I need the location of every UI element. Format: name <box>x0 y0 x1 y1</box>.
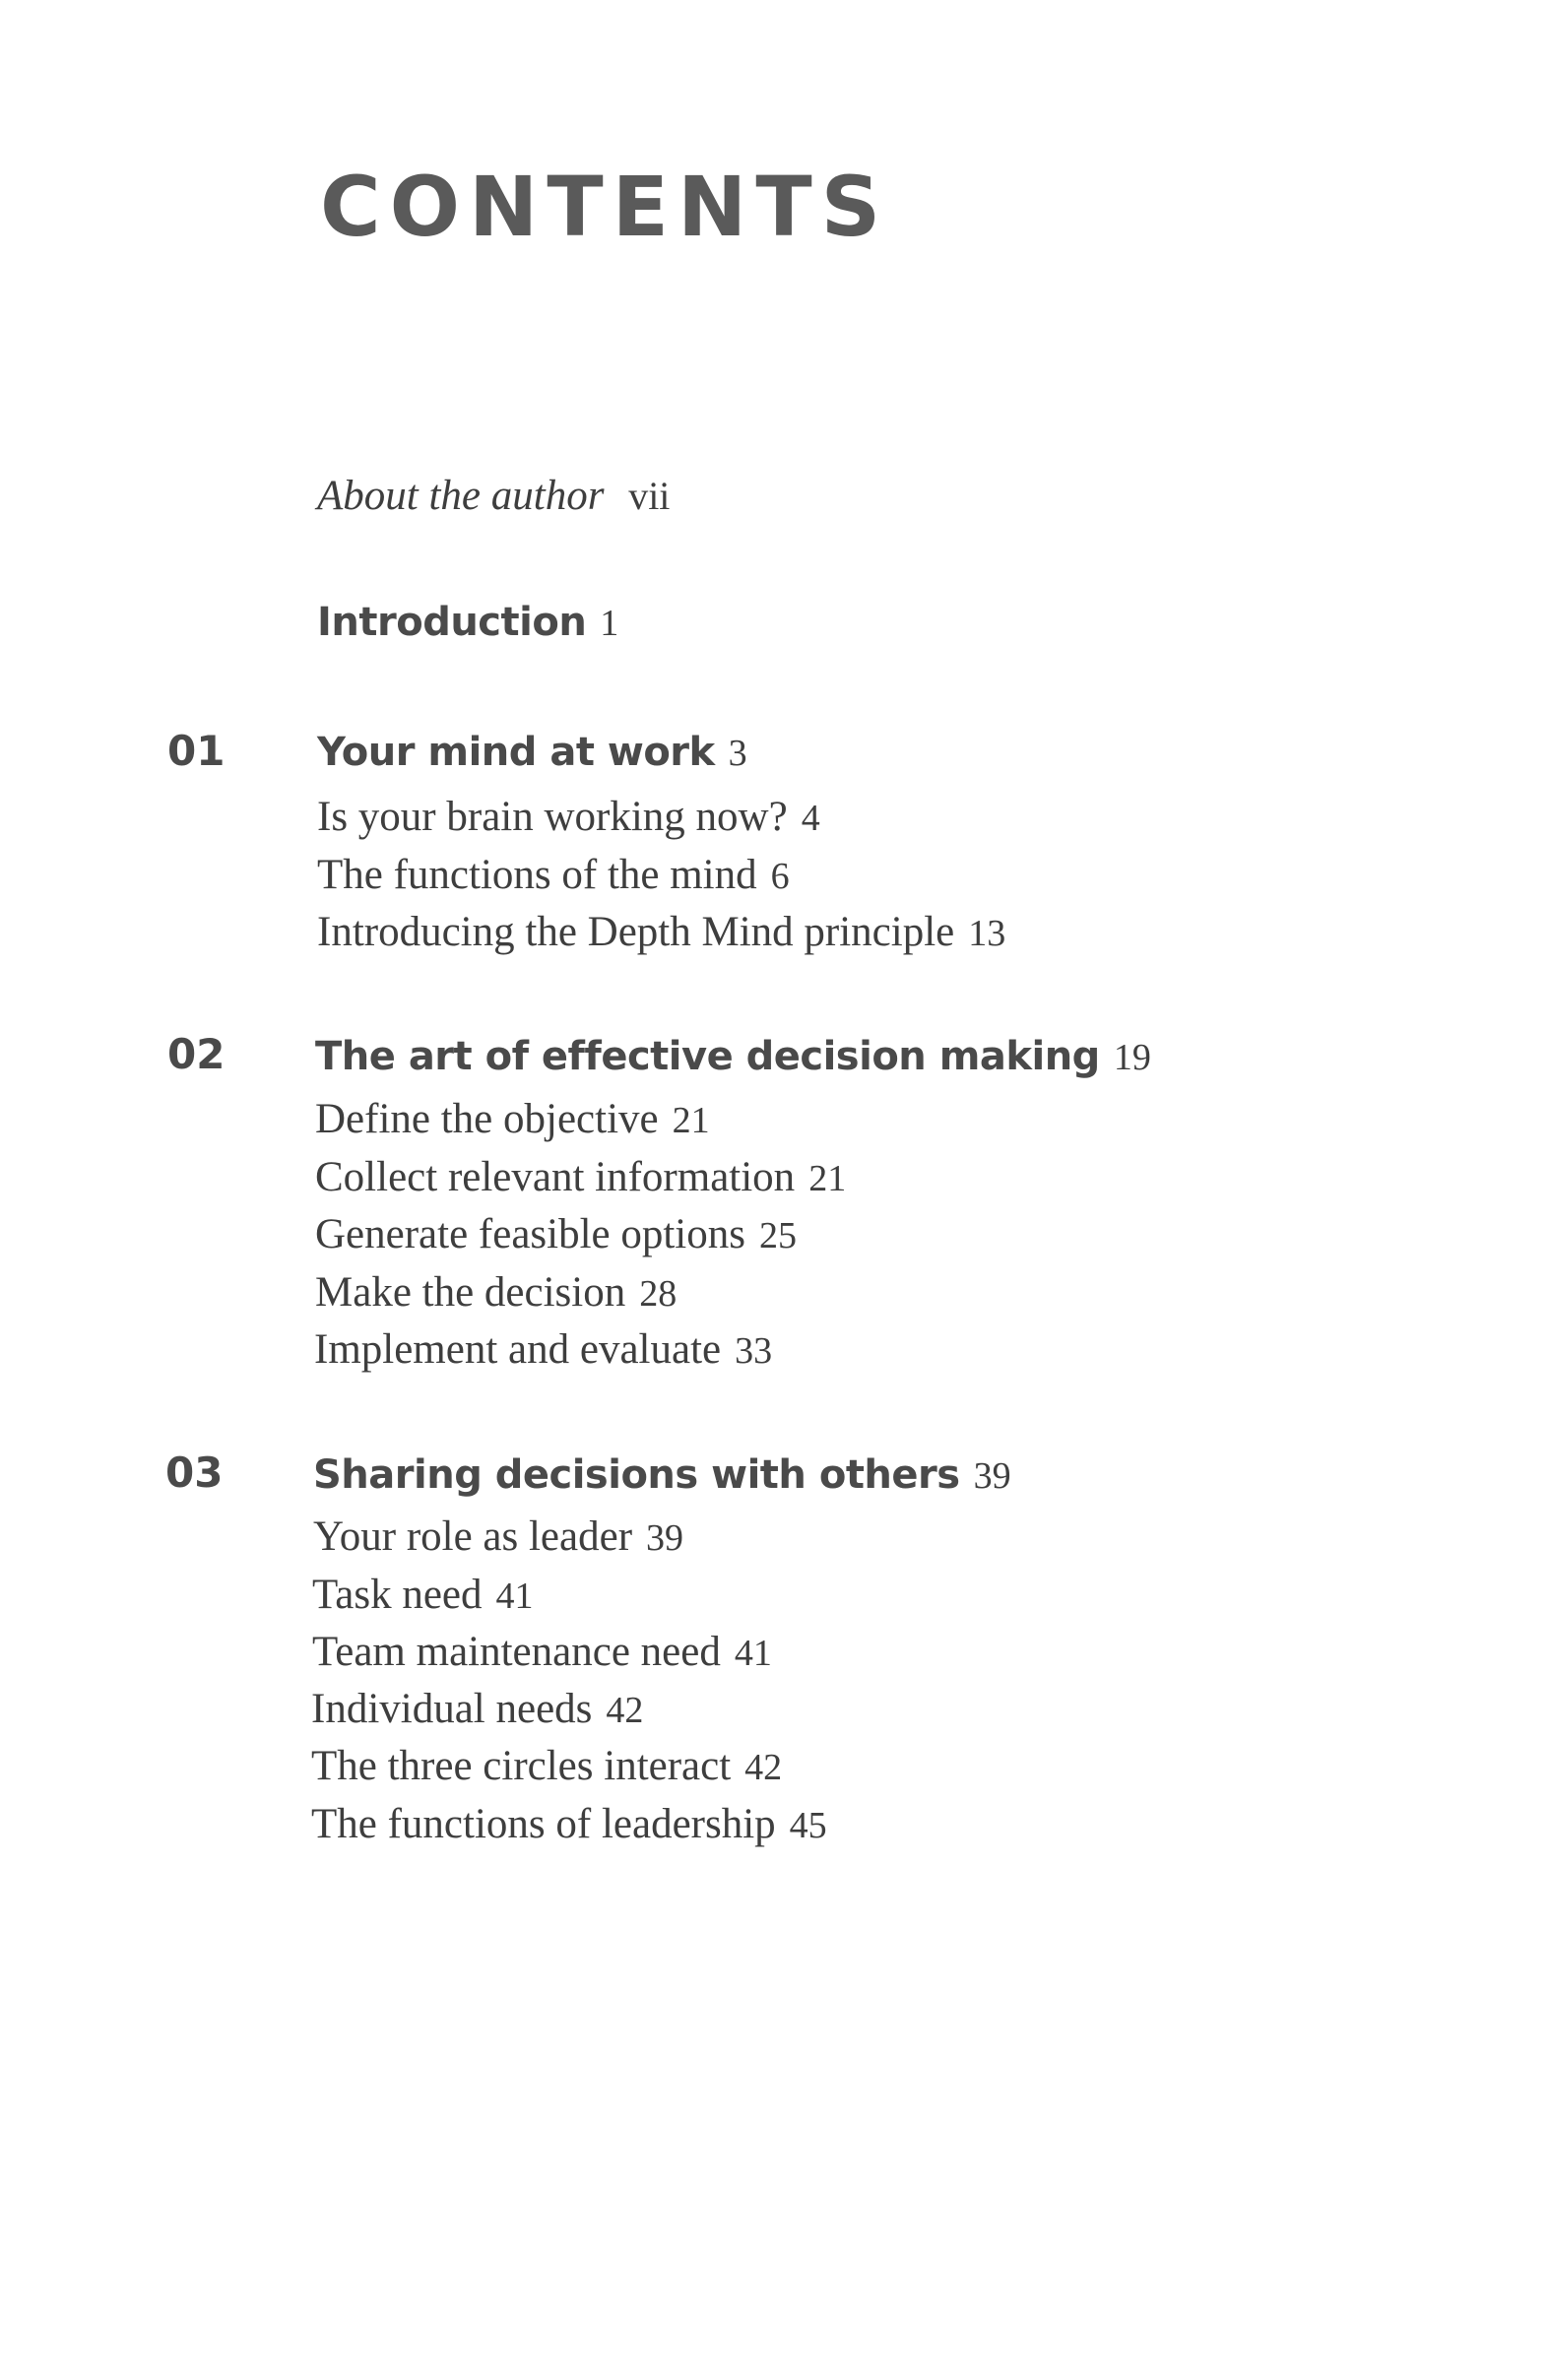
toc-section[interactable] <box>313 1515 683 1558</box>
entry-label: Introducing the Depth Mind principle <box>317 909 955 955</box>
chapter-number: 03 <box>165 1448 224 1497</box>
entry-label: Make the decision <box>315 1269 626 1316</box>
entry-label: The functions of the mind <box>317 852 757 898</box>
entry-page: 21 <box>808 1158 847 1199</box>
entry-page: vii <box>628 474 671 518</box>
entry-label: Team maintenance need <box>312 1629 721 1675</box>
entry-label: About the author <box>317 473 605 519</box>
entry-label: Your mind at work <box>317 730 715 775</box>
entry-page: 45 <box>789 1805 827 1846</box>
toc-section[interactable] <box>315 1098 710 1140</box>
toc-section[interactable] <box>315 1271 677 1314</box>
entry-label: Task need <box>312 1572 483 1618</box>
entry-page: 19 <box>1113 1037 1151 1078</box>
entry-page: 21 <box>672 1100 710 1141</box>
page-title: CONTENTS <box>320 159 890 255</box>
entry-page: 39 <box>973 1455 1011 1497</box>
entry-label: The art of effective decision making <box>315 1034 1100 1079</box>
entry-page: 6 <box>770 856 790 897</box>
toc-section[interactable] <box>314 1328 772 1371</box>
entry-label: Is your brain working now? <box>317 794 788 840</box>
toc-section[interactable] <box>315 1213 797 1255</box>
entry-label: Define the objective <box>315 1096 659 1142</box>
toc-section[interactable] <box>317 911 1005 953</box>
toc-section[interactable] <box>312 1574 534 1616</box>
toc-entry-introduction[interactable] <box>317 600 619 645</box>
entry-page: 28 <box>639 1273 678 1315</box>
chapter-title[interactable] <box>317 730 747 775</box>
entry-page: 3 <box>728 733 747 774</box>
entry-page: 1 <box>600 603 619 644</box>
entry-page: 41 <box>734 1633 772 1674</box>
entry-page: 42 <box>606 1690 644 1731</box>
entry-page: 13 <box>968 913 1006 954</box>
entry-label: Introduction <box>317 600 587 645</box>
entry-page: 4 <box>801 798 820 839</box>
chapter-title[interactable] <box>315 1034 1151 1079</box>
entry-label: Implement and evaluate <box>314 1326 722 1373</box>
chapter-number: 01 <box>167 727 226 775</box>
entry-page: 25 <box>759 1215 797 1256</box>
toc-section[interactable] <box>315 1156 846 1198</box>
entry-label: Generate feasible options <box>315 1211 745 1257</box>
entry-page: 41 <box>495 1576 534 1617</box>
entry-page: 42 <box>744 1747 783 1788</box>
toc-entry-about-author[interactable] <box>317 475 670 517</box>
chapter-number: 02 <box>167 1030 226 1078</box>
toc-section[interactable] <box>317 796 820 838</box>
entry-label: Individual needs <box>311 1686 593 1732</box>
toc-section[interactable] <box>311 1803 827 1845</box>
toc-section[interactable] <box>311 1745 782 1787</box>
toc-section[interactable] <box>312 1631 772 1673</box>
entry-label: Collect relevant information <box>315 1154 796 1200</box>
entry-label: Sharing decisions with others <box>313 1452 960 1498</box>
entry-page: 39 <box>646 1517 684 1559</box>
entry-label: Your role as leader <box>313 1513 633 1560</box>
entry-label: The three circles interact <box>311 1743 732 1789</box>
entry-label: The functions of leadership <box>311 1801 776 1847</box>
chapter-title[interactable] <box>313 1452 1011 1498</box>
toc-section[interactable] <box>311 1688 643 1730</box>
entry-page: 33 <box>735 1330 773 1372</box>
toc-section[interactable] <box>317 854 790 896</box>
